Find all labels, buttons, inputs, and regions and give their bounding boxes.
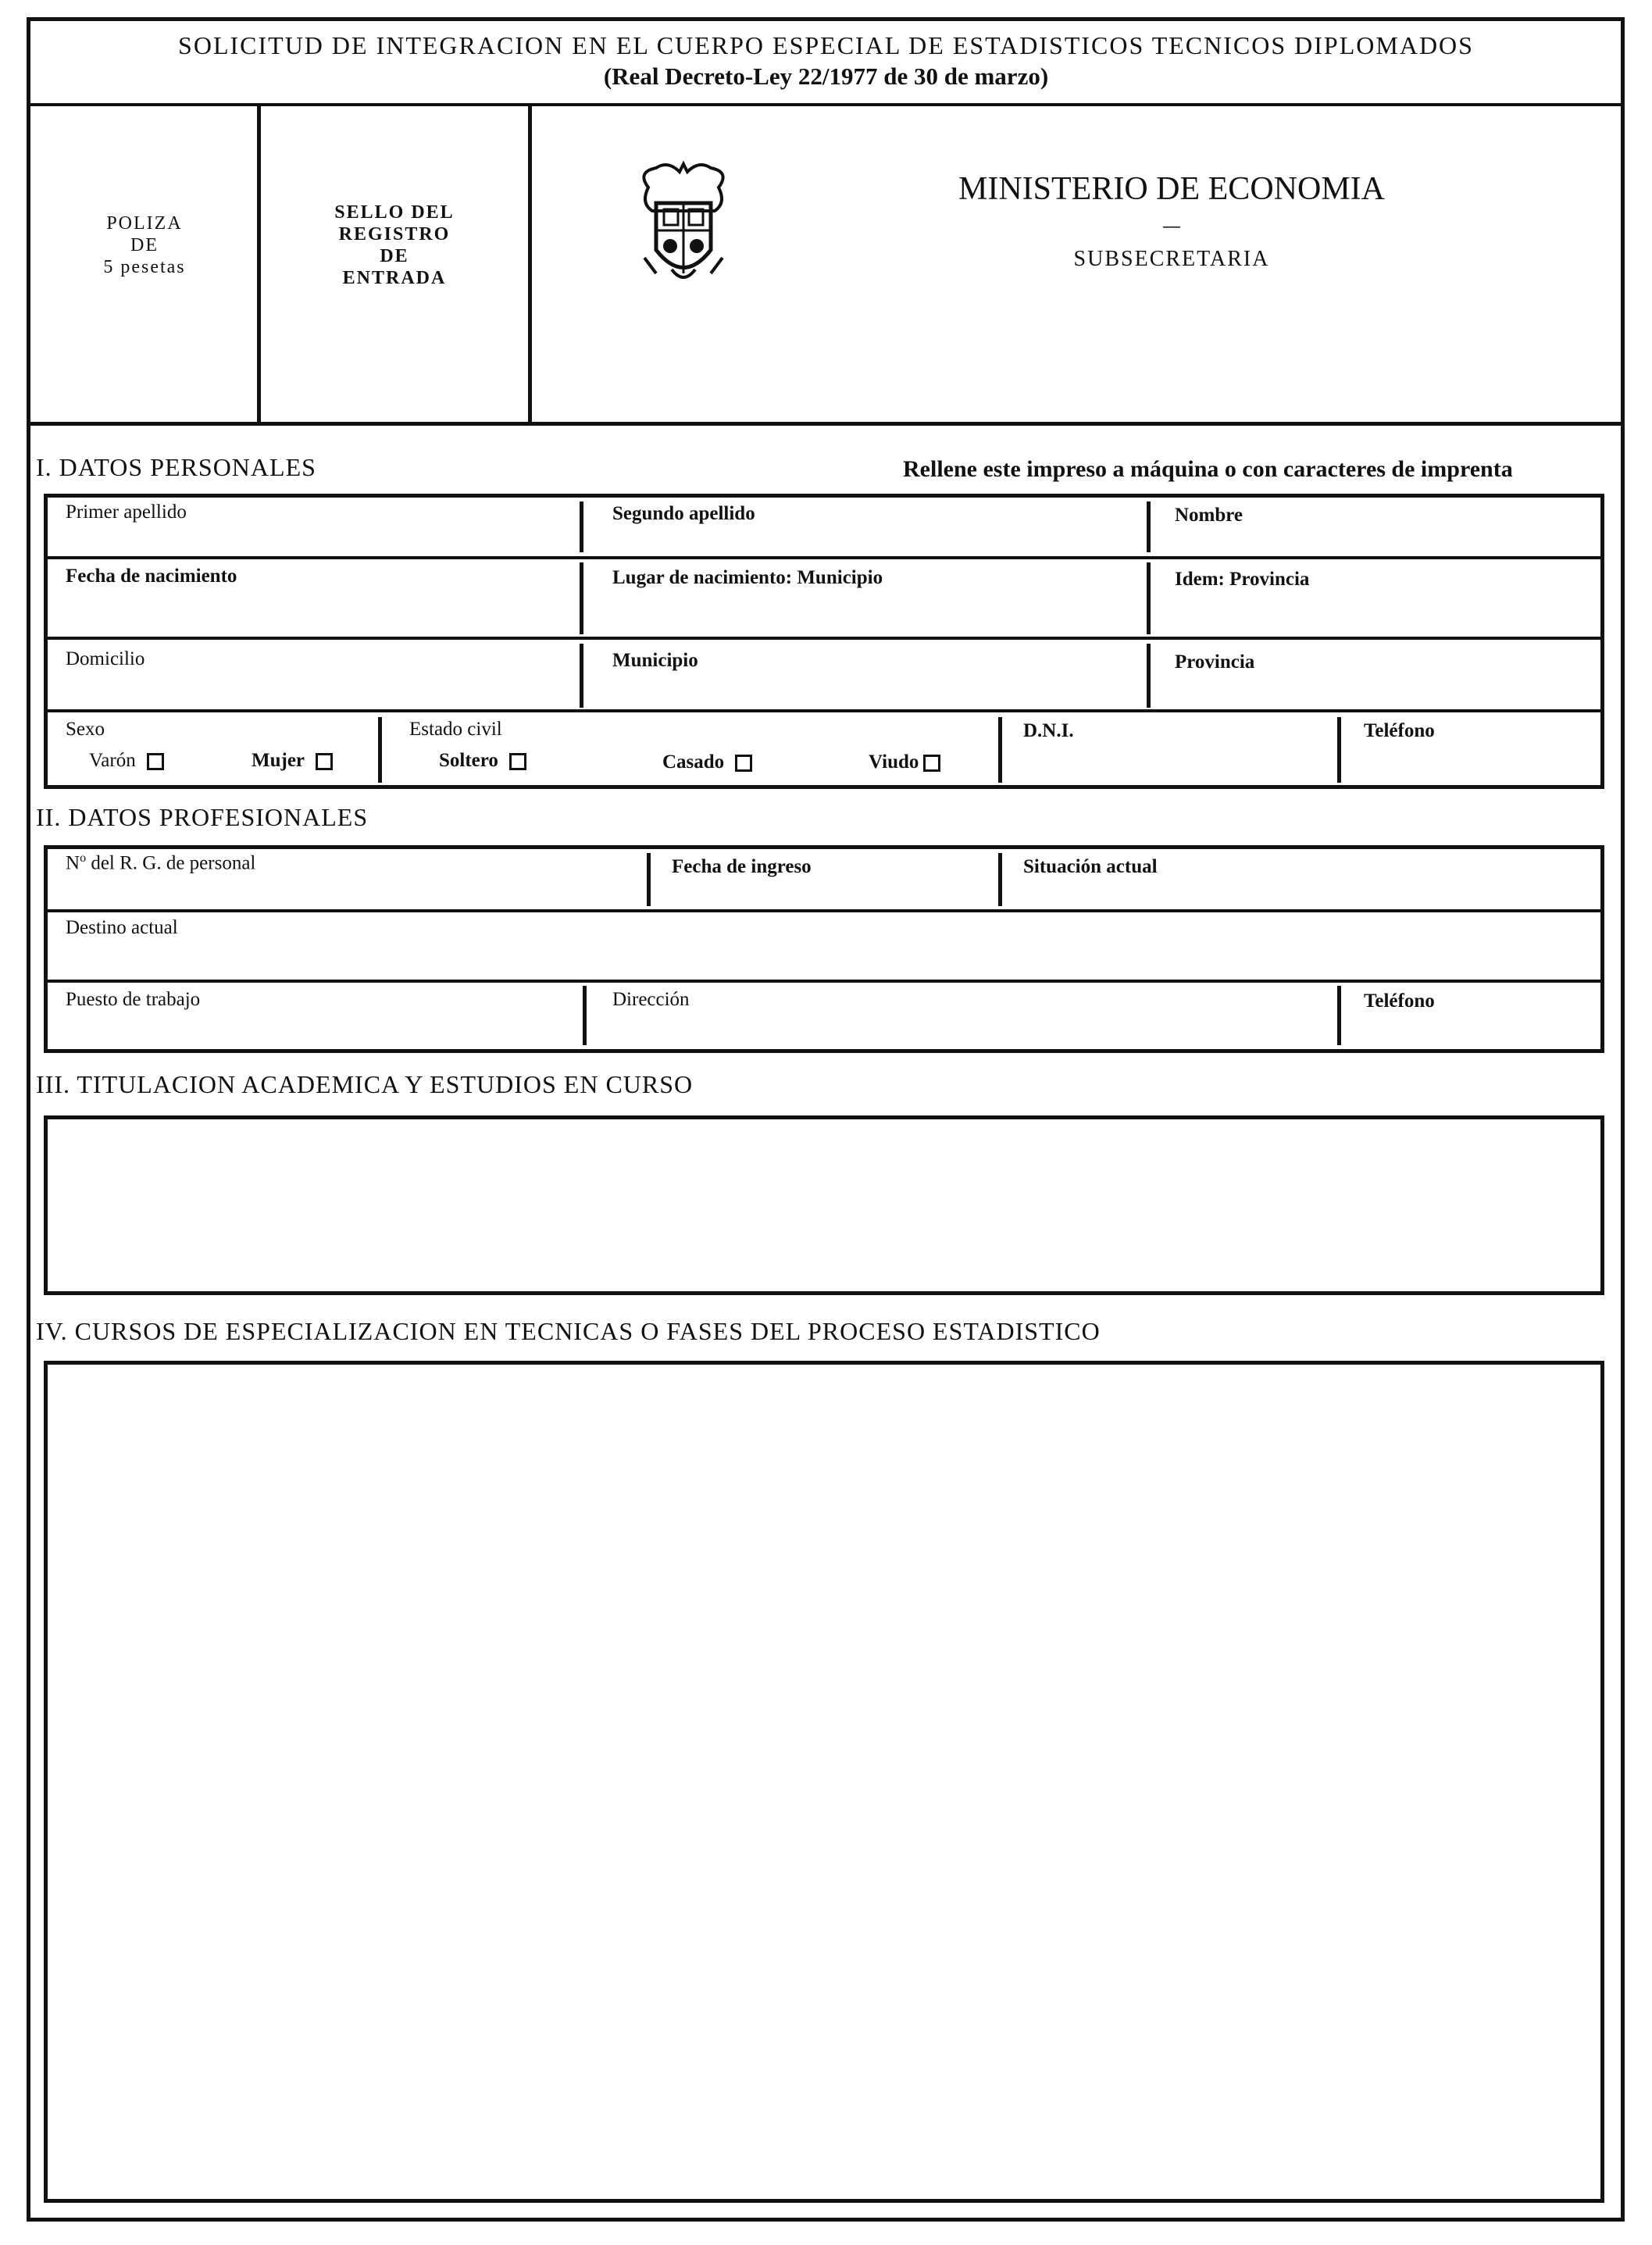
divider bbox=[580, 644, 583, 708]
personal-data-grid bbox=[44, 494, 1604, 789]
divider bbox=[580, 562, 583, 634]
divider bbox=[998, 853, 1002, 906]
puesto-trabajo-field[interactable]: Puesto de trabajo bbox=[66, 989, 201, 1010]
form-subtitle: (Real Decreto-Ley 22/1977 de 30 de marzo) bbox=[603, 62, 1049, 90]
situacion-actual-field[interactable]: Situación actual bbox=[1023, 856, 1158, 877]
professional-data-grid bbox=[44, 845, 1604, 1053]
segundo-apellido-field[interactable]: Segundo apellido bbox=[612, 503, 755, 524]
divider bbox=[1337, 986, 1341, 1045]
divider bbox=[27, 103, 1625, 106]
divider bbox=[257, 103, 261, 423]
estado-civil-label: Estado civil bbox=[409, 719, 502, 740]
divider bbox=[44, 709, 1604, 712]
viudo-checkbox[interactable] bbox=[923, 755, 940, 772]
ministry-name: MINISTERIO DE ECONOMIA bbox=[958, 171, 1385, 207]
destino-actual-field[interactable]: Destino actual bbox=[66, 917, 178, 938]
primer-apellido-field[interactable]: Primer apellido bbox=[66, 501, 187, 523]
registro-personal-field[interactable]: $N^o$ del R. G. de personal bbox=[66, 851, 256, 874]
divider bbox=[1147, 501, 1151, 552]
section-personal-title: I. DATOS PERSONALES bbox=[36, 453, 316, 481]
section-professional-title: II. DATOS PROFESIONALES bbox=[36, 803, 369, 831]
telefono-trabajo-field[interactable]: Teléfono bbox=[1364, 990, 1435, 1012]
divider bbox=[647, 853, 651, 906]
registry-seal-box: SELLO DEL REGISTRO DE ENTRADA bbox=[334, 202, 455, 288]
provincia-nacimiento-field[interactable]: Idem: Provincia bbox=[1175, 569, 1310, 590]
divider bbox=[1147, 644, 1151, 708]
telefono-personal-field[interactable]: Teléfono bbox=[1364, 720, 1435, 741]
direccion-field[interactable]: Dirección bbox=[612, 989, 690, 1010]
fecha-ingreso-field[interactable]: Fecha de ingreso bbox=[672, 856, 812, 877]
mujer-checkbox[interactable] bbox=[316, 753, 333, 770]
soltero-option[interactable]: Soltero bbox=[439, 750, 526, 772]
divider bbox=[1147, 562, 1151, 634]
divider bbox=[580, 501, 583, 552]
section-cursos-title: IV. CURSOS DE ESPECIALIZACION EN TECNICAS O FASES DEL PROCESO ESTADISTICO bbox=[36, 1317, 1101, 1345]
section-titulacion-title: III. TITULACION ACADEMICA Y ESTUDIOS EN CURSO bbox=[36, 1070, 694, 1098]
instructions-note: Rellene este impreso a máquina o con caracteres de imprenta bbox=[903, 456, 1513, 482]
poliza-stamp-box: POLIZA DE 5 pesetas bbox=[103, 213, 186, 277]
casado-option[interactable]: Casado bbox=[662, 751, 752, 773]
divider bbox=[998, 717, 1002, 783]
divider bbox=[44, 980, 1604, 983]
dni-field[interactable]: D.N.I. bbox=[1023, 720, 1074, 741]
titulacion-field[interactable] bbox=[44, 1115, 1604, 1295]
sexo-label: Sexo bbox=[66, 719, 105, 740]
lugar-nacimiento-field[interactable]: Lugar de nacimiento: Municipio bbox=[612, 567, 883, 588]
divider bbox=[583, 986, 587, 1045]
municipio-field[interactable]: Municipio bbox=[612, 650, 698, 671]
varon-option[interactable]: Varón bbox=[89, 750, 164, 772]
domicilio-field[interactable]: Domicilio bbox=[66, 648, 145, 669]
provincia-field[interactable]: Provincia bbox=[1175, 651, 1255, 673]
soltero-checkbox[interactable] bbox=[509, 753, 526, 770]
dash: — bbox=[1163, 216, 1180, 235]
casado-checkbox[interactable] bbox=[735, 755, 752, 772]
cursos-field[interactable] bbox=[44, 1361, 1604, 2203]
varon-checkbox[interactable] bbox=[147, 753, 164, 770]
form-title: SOLICITUD DE INTEGRACION EN EL CUERPO ESPECIAL DE ESTADISTICOS TECNICOS DIPLOMADOS bbox=[178, 31, 1474, 59]
divider bbox=[44, 556, 1604, 559]
coat-of-arms-icon bbox=[633, 156, 734, 289]
viudo-option[interactable]: Viudo bbox=[869, 751, 940, 773]
divider bbox=[27, 422, 1625, 426]
divider bbox=[44, 909, 1604, 912]
mujer-option[interactable]: Mujer bbox=[252, 750, 333, 772]
subsecretaria: SUBSECRETARIA bbox=[1073, 247, 1270, 271]
fecha-nacimiento-field[interactable]: Fecha de nacimiento bbox=[66, 566, 237, 587]
divider bbox=[378, 717, 382, 783]
divider bbox=[528, 103, 532, 423]
divider bbox=[1337, 717, 1341, 783]
divider bbox=[44, 637, 1604, 640]
nombre-field[interactable]: Nombre bbox=[1175, 505, 1243, 526]
